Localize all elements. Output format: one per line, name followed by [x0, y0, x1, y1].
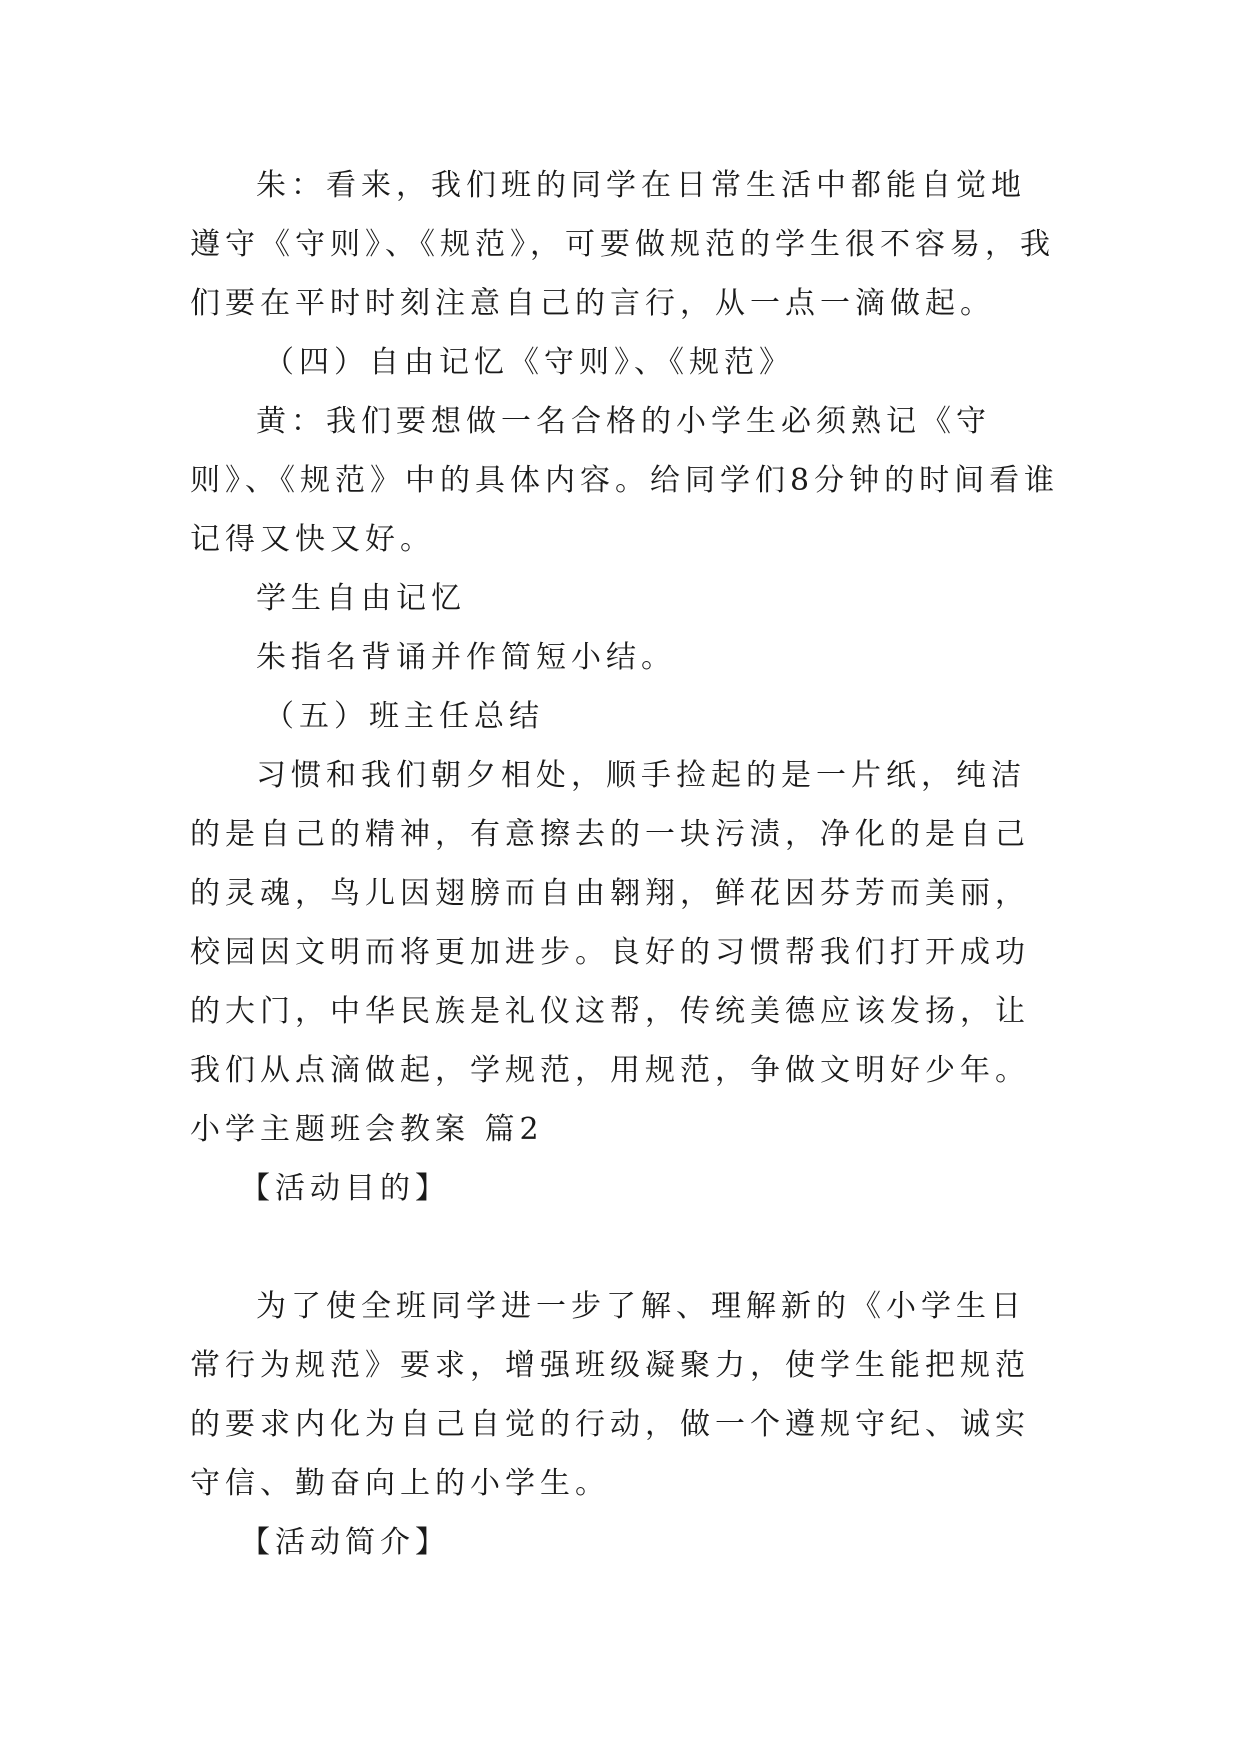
blank-line: [190, 1218, 1060, 1277]
section-heading-5: （五）班主任总结: [264, 699, 544, 734]
paragraph-zhu-summary: 朱：看来，我们班的同学在日常生活中都能自觉地遵守《守则》、《规范》，可要做规范的学生很不容易，我们要在平时时刻注意自己的言行，从一点一滴做起。: [190, 168, 1055, 321]
paragraph-student-memory: 学生自由记忆: [256, 581, 466, 616]
lesson-plan-title: 小学主题班会教案 篇2: [190, 1112, 544, 1147]
document-body: [190, 156, 1060, 1572]
paragraph-purpose: 为了使全班同学进一步了解、理解新的《小学生日常行为规范》要求，增强班级凝聚力，使学生能把规范的要求内化为自己自觉的行动，做一个遵规守纪、诚实守信、勤奋向上的小学生。: [190, 1289, 1030, 1501]
paragraph-huang-memorize: 黄：我们要想做一名合格的小学生必须熟记《守则》、《规范》中的具体内容。给同学们8分钟的时间看谁记得又快又好。: [190, 404, 1060, 557]
section-heading-intro: 【活动简介】: [240, 1525, 450, 1560]
paragraph-teacher-summary: 习惯和我们朝夕相处，顺手捡起的是一片纸，纯洁的是自己的精神，有意擦去的一块污渍，净化的是自己的灵魂，鸟儿因翅膀而自由翱翔，鲜花因芬芳而美丽，校园因文明而将更加进步。良好的习惯帮我们打开成功的大门，中华民族是礼仪这帮，传统美德应该发扬，让我们从点滴做起，学规范，用规范，争做文明好少年。: [190, 758, 1030, 1088]
section-heading-purpose: 【活动目的】: [240, 1171, 450, 1206]
paragraph-zhu-recite: 朱指名背诵并作简短小结。: [256, 640, 676, 675]
section-heading-4: （四）自由记忆《守则》、《规范》: [264, 345, 794, 380]
